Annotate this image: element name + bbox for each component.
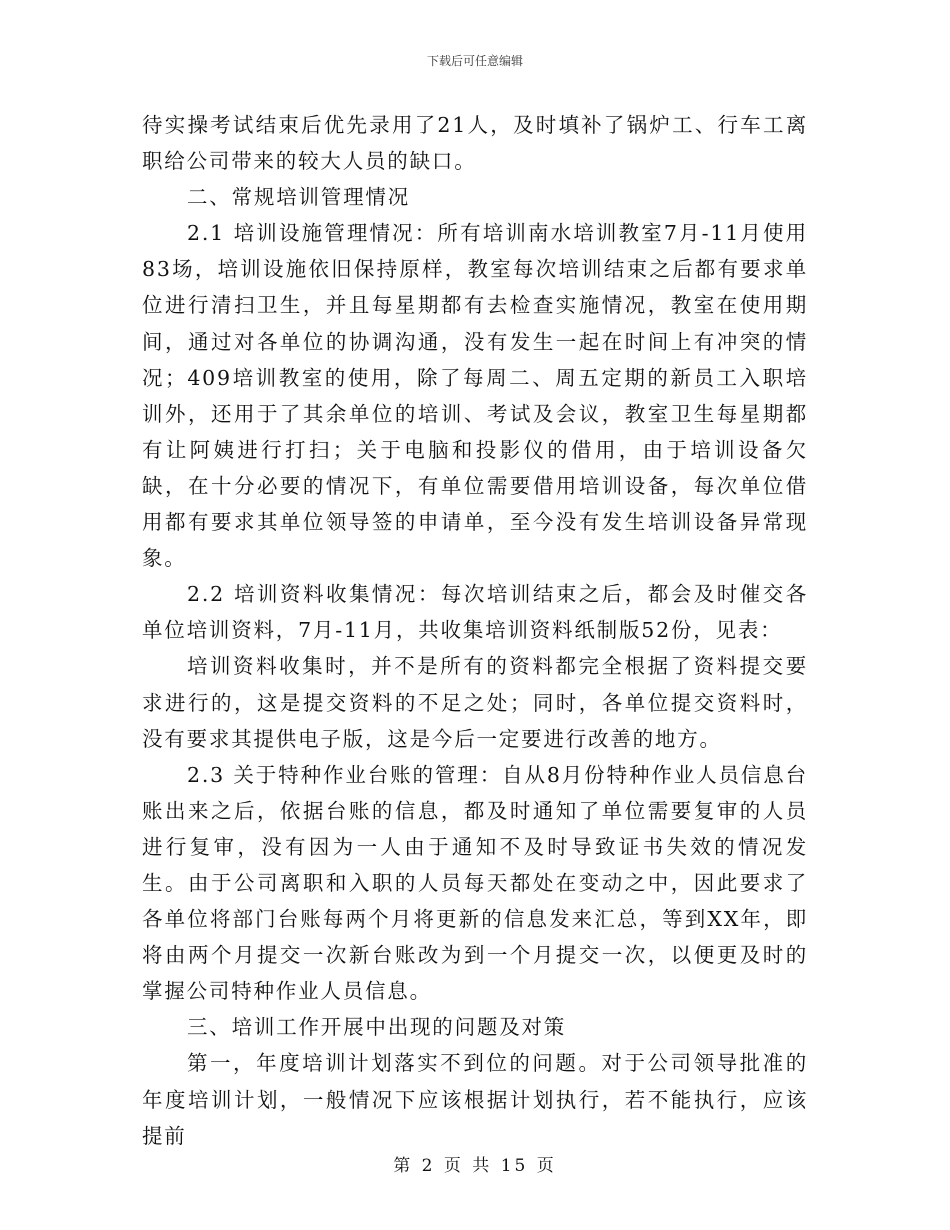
paragraph-materials-issues: 培训资料收集时，并不是所有的资料都完全根据了资料提交要求进行的，这是提交资料的不足之处；同时，各单位提交资料时，没有要求其提供电子版，这是今后一定要进行改善的地方。 — [142, 654, 808, 751]
paragraph-2-1-facilities: 2.1 培训设施管理情况：所有培训南水培训教室7月-11月使用83场，培训设施依旧保持原样，教室每次培训结束之后都有要求单位进行清扫卫生，并且每星期都有去检查实施情况，教室在使用期间，通过对各单位的协调沟通，没有发生一起在时间上有冲突的情况；409培训教室的使用，除了每周二、周五定期的新员工入职培训外，还用于了其余单位的培训、考试及会议，教室卫生每星期都有让阿姨进行打扫；关于电脑和投影仪的借用，由于培训设备欠缺，在十分必要的情况下，有单位需要借用培训设备，每次单位借用都有要求其单位领导签的申请单，至今没有发生培训设备异常现象。 — [142, 221, 808, 571]
paragraph-continuation: 待实操考试结束后优先录用了21人，及时填补了锅炉工、行车工离职给公司带来的较大人员的缺口。 — [142, 113, 808, 174]
section-heading-2: 二、常规培训管理情况 — [187, 185, 410, 210]
paragraph-2-2-materials: 2.2 培训资料收集情况：每次培训结束之后，都会及时催交各单位培训资料，7月-11月，共收集培训资料纸制版52份，见表： — [142, 582, 808, 643]
section-heading-3: 三、培训工作开展中出现的问题及对策 — [187, 1015, 567, 1040]
document-body — [142, 107, 808, 1154]
paragraph-problem-1: 第一，年度培训计划落实不到位的问题。对于公司领导批准的年度培训计划，一般情况下应该根据计划执行，若不能执行，应该提前 — [142, 1051, 808, 1148]
page-footer: 第 2 页 共 15 页 — [393, 1156, 557, 1176]
paragraph-2-3-ledger: 2.3 关于特种作业台账的管理：自从8月份特种作业人员信息台账出来之后，依据台账的信息，都及时通知了单位需要复审的人员进行复审，没有因为一人由于通知不及时导致证书失效的情况发生。由于公司离职和入职的人员每天都处在变动之中，因此要求了各单位将部门台账每两个月将更新的信息发来汇总，等到XX年，即将由两个月提交一次新台账改为到一个月提交一次，以便更及时的掌握公司特种作业人员信息。 — [142, 762, 808, 1004]
page-header: 下载后可任意编辑 — [426, 54, 523, 68]
